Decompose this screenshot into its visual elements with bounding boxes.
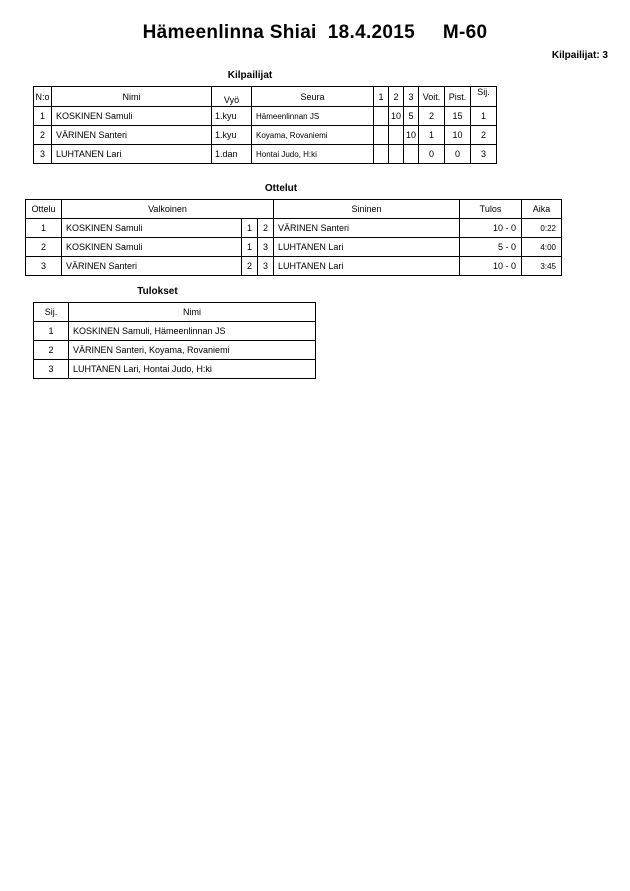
header-time: Aika [522, 200, 562, 219]
cell-no: 2 [34, 126, 52, 145]
results-header-row [34, 303, 316, 322]
header-club: Seura [252, 87, 374, 107]
cell-club: Hontai Judo, H:ki [252, 145, 374, 164]
cell-name: KOSKINEN Samuli [52, 107, 212, 126]
cell-rank: 2 [34, 341, 69, 360]
cell-time: 4:00 [522, 238, 562, 257]
cell-belt: 1.kyu [212, 126, 252, 145]
header-points: Pist. [445, 87, 471, 107]
cell-blue-no: 3 [258, 238, 274, 257]
header-blue: Sininen [274, 200, 460, 219]
table-row [26, 219, 562, 238]
cell-score-3 [404, 145, 419, 164]
cell-white-name: KOSKINEN Samuli [62, 219, 242, 238]
cell-score-3: 5 [404, 107, 419, 126]
header-belt: Vyö [212, 87, 252, 107]
cell-white-name: KOSKINEN Samuli [62, 238, 242, 257]
cell-name: LUHTANEN Lari [52, 145, 212, 164]
header-rank: Sij. [34, 303, 69, 322]
competitors-header-row [34, 87, 497, 107]
cell-belt: 1.dan [212, 145, 252, 164]
cell-match-no: 1 [26, 219, 62, 238]
cell-score-1 [374, 126, 389, 145]
cell-rank: 3 [471, 145, 497, 164]
cell-name: LUHTANEN Lari, Hontai Judo, H:ki [69, 360, 316, 379]
competitors-caption: Kilpailijat [227, 70, 273, 81]
header-name: Nimi [69, 303, 316, 322]
table-row [34, 145, 497, 164]
cell-white-no: 2 [242, 257, 258, 276]
cell-white-no: 1 [242, 219, 258, 238]
table-row [34, 360, 316, 379]
cell-name: VÄRINEN Santeri [52, 126, 212, 145]
cell-wins: 0 [419, 145, 445, 164]
matches-table [25, 199, 562, 276]
cell-time: 3:45 [522, 257, 562, 276]
competitors-table [33, 86, 497, 164]
cell-result: 5 - 0 [460, 238, 522, 257]
cell-blue-no: 3 [258, 257, 274, 276]
table-row [26, 257, 562, 276]
cell-wins: 1 [419, 126, 445, 145]
cell-no: 1 [34, 107, 52, 126]
cell-score-3: 10 [404, 126, 419, 145]
table-row [34, 107, 497, 126]
cell-result: 10 - 0 [460, 219, 522, 238]
results-caption: Tulokset [137, 286, 178, 297]
cell-score-1 [374, 107, 389, 126]
cell-rank: 3 [34, 360, 69, 379]
cell-score-2 [389, 126, 404, 145]
header-col-1: 1 [374, 87, 389, 107]
results-table [33, 302, 316, 379]
table-row [26, 238, 562, 257]
cell-result: 10 - 0 [460, 257, 522, 276]
cell-points: 15 [445, 107, 471, 126]
header-col-3: 3 [404, 87, 419, 107]
header-wins: Voit. [419, 87, 445, 107]
header-no: N:o [34, 87, 52, 107]
cell-blue-name: LUHTANEN Lari [274, 238, 460, 257]
cell-blue-name: VÄRINEN Santeri [274, 219, 460, 238]
cell-club: Hämeenlinnan JS [252, 107, 374, 126]
matches-header-row [26, 200, 562, 219]
cell-white-name: VÄRINEN Santeri [62, 257, 242, 276]
page-title: Hämeenlinna Shiai 18.4.2015 M-60 [142, 22, 488, 43]
cell-name: KOSKINEN Samuli, Hämeenlinnan JS [69, 322, 316, 341]
cell-blue-name: LUHTANEN Lari [274, 257, 460, 276]
cell-match-no: 3 [26, 257, 62, 276]
cell-score-2 [389, 145, 404, 164]
cell-score-1 [374, 145, 389, 164]
cell-rank: 2 [471, 126, 497, 145]
matches-caption: Ottelut [264, 183, 298, 194]
cell-name: VÄRINEN Santeri, Koyama, Rovaniemi [69, 341, 316, 360]
cell-club: Koyama, Rovaniemi [252, 126, 374, 145]
cell-blue-no: 2 [258, 219, 274, 238]
cell-match-no: 2 [26, 238, 62, 257]
cell-time: 0:22 [522, 219, 562, 238]
table-row [34, 322, 316, 341]
cell-rank: 1 [471, 107, 497, 126]
cell-points: 10 [445, 126, 471, 145]
header-white: Valkoinen [62, 200, 274, 219]
header-match: Ottelu [26, 200, 62, 219]
table-row [34, 126, 497, 145]
cell-white-no: 1 [242, 238, 258, 257]
header-col-2: 2 [389, 87, 404, 107]
header-name: Nimi [52, 87, 212, 107]
competitors-count: Kilpailijat: 3 [551, 50, 608, 61]
cell-wins: 2 [419, 107, 445, 126]
header-result: Tulos [460, 200, 522, 219]
cell-score-2: 10 [389, 107, 404, 126]
header-rank: Sij. [471, 87, 497, 107]
cell-belt: 1.kyu [212, 107, 252, 126]
cell-points: 0 [445, 145, 471, 164]
table-row [34, 341, 316, 360]
cell-no: 3 [34, 145, 52, 164]
cell-rank: 1 [34, 322, 69, 341]
